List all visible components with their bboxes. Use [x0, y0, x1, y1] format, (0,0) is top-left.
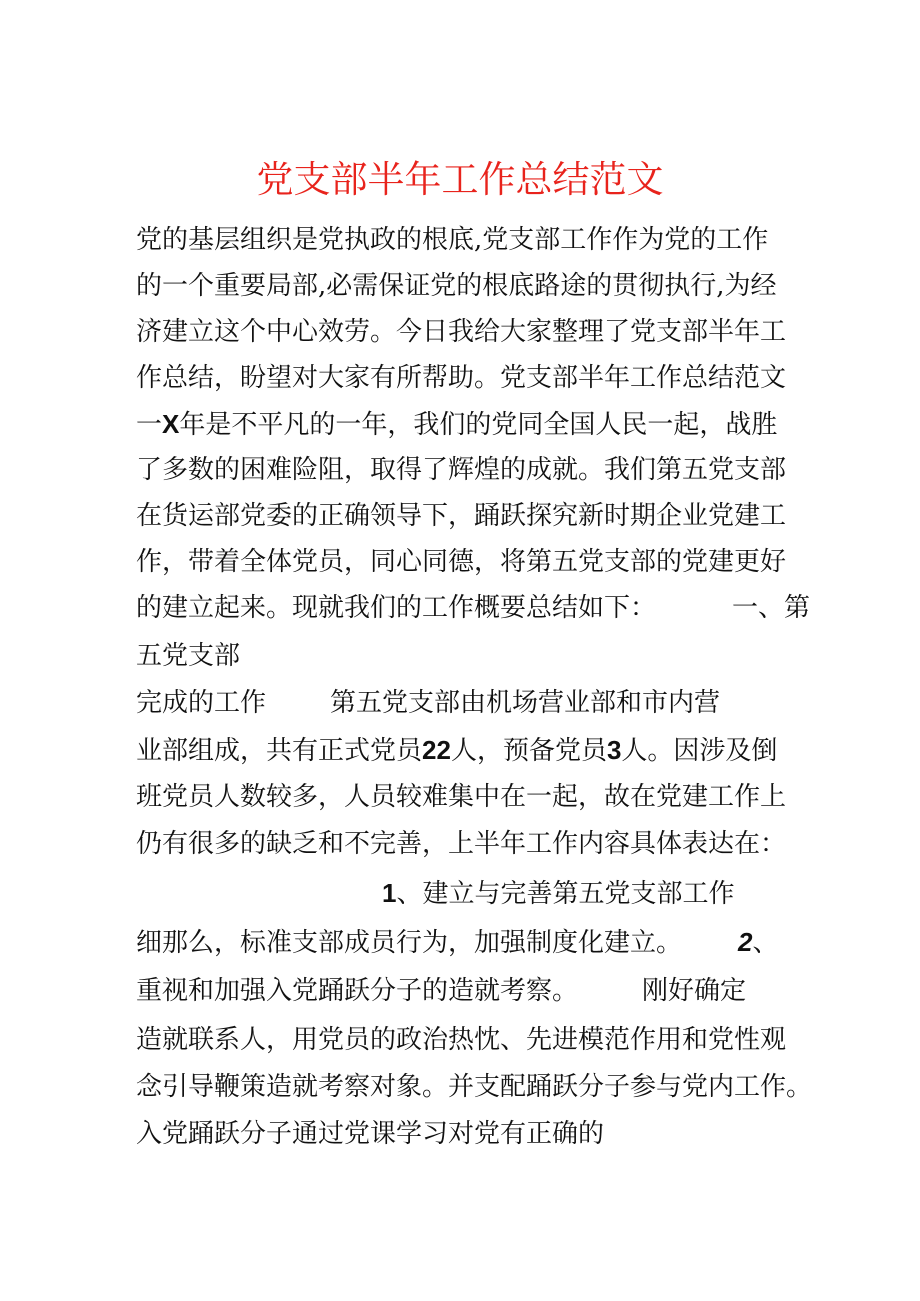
- text-line-part: 刚好确定: [642, 976, 747, 1006]
- text-line: 班党员人数较多，人员较难集中在一起，故在党建工作上: [136, 782, 787, 812]
- formal-members-count: 22: [422, 735, 451, 765]
- section-heading-end: 五党支部: [136, 641, 241, 671]
- text-line: 的一个重要局部,必需保证党的根底路途的贯彻执行,为经: [136, 271, 777, 301]
- item-number: 1: [382, 878, 397, 908]
- item-separator: 、: [752, 928, 779, 958]
- list-item-1: [136, 870, 734, 916]
- text-line: [136, 727, 777, 773]
- text-line: [136, 585, 810, 631]
- text-line: 了多数的困难险阻，取得了辉煌的成就。我们第五党支部: [136, 455, 787, 485]
- text-line-rest: 年是不平凡的一年，我们的党同全国人民一起，战胜: [179, 410, 778, 440]
- text-line: 作，带着全体党员，同心同德，将第五党支部的党建更好: [136, 547, 787, 577]
- text-line: [136, 919, 779, 965]
- year-mark: X: [162, 409, 180, 439]
- item-text: 、建立与完善第五党支部工作: [396, 879, 735, 909]
- text-line: [136, 968, 746, 1014]
- text-line: 念引导鞭策造就考察对象。并支配踊跃分子参与党内工作。: [136, 1072, 813, 1102]
- text-line-prefix: 一: [136, 410, 163, 440]
- text-line: 在货运部党委的正确领导下，踊跃探究新时期企业党建工: [136, 501, 787, 531]
- text-line-part: 人，预备党员: [450, 736, 607, 766]
- text-line: 济建立这个中心效劳。今日我给大家整理了党支部半年工: [136, 317, 787, 347]
- section-heading-tail: 完成的工作: [136, 688, 267, 718]
- text-line-part: 第五党支部由机场营业部和市内营: [330, 688, 721, 718]
- document-title: 党支部半年工作总结范文: [256, 158, 664, 201]
- text-line: 造就联系人，用党员的政治热忱、先进模范作用和党性观: [136, 1025, 787, 1055]
- item-number: 2: [738, 927, 753, 957]
- text-line: [136, 680, 720, 726]
- text-line: 党的基层组织是党执政的根底,党支部工作作为党的工作: [136, 225, 769, 255]
- text-line: 入党踊跃分子通过党课学习对党有正确的: [136, 1119, 605, 1149]
- text-line: 仍有很多的缺乏和不完善，上半年工作内容具体表达在：: [136, 829, 787, 859]
- text-line: [136, 401, 777, 447]
- text-line-part: 人。因涉及倒: [621, 736, 778, 766]
- text-line-part: 业部组成，共有正式党员: [136, 736, 423, 766]
- text-line-part: 重视和加强入党踊跃分子的造就考察。: [136, 976, 579, 1006]
- probation-members-count: 3: [606, 735, 622, 765]
- text-line-part: 细那么，标准支部成员行为，加强制度化建立。: [136, 928, 683, 958]
- section-heading-start: 一、第: [732, 593, 811, 623]
- text-line-part: 的建立起来。现就我们的工作概要总结如下：: [136, 593, 657, 623]
- text-line: 作总结，盼望对大家有所帮助。党支部半年工作总结范文: [136, 363, 787, 393]
